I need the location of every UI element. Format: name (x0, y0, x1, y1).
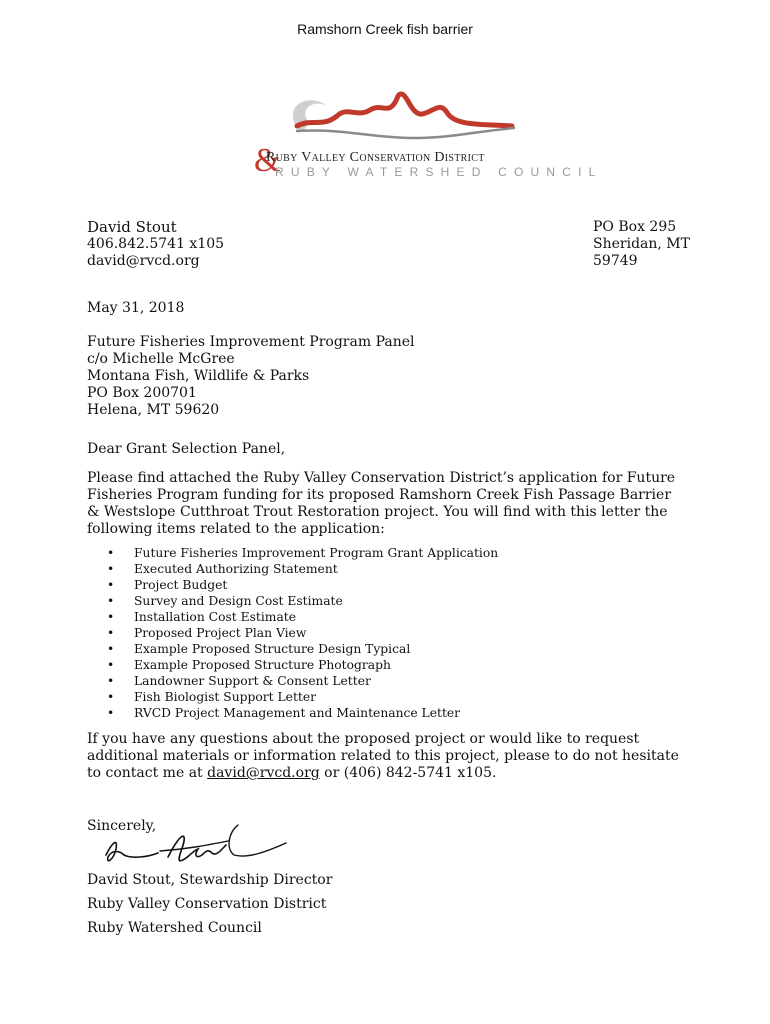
sincerely: Sincerely, (87, 818, 157, 834)
intro-paragraph: Please find attached the Ruby Valley Conservation District’s application for Future Fisheries Program funding for its proposed Ramshorn Creek Fish Passage Barrier & Westslope Cutthroat Trout Restoration project. You will find with this letter the following items related to the application: (87, 470, 676, 537)
address-line-3: 59749 (593, 253, 638, 269)
closing-paragraph (87, 731, 687, 782)
recipient-line-5: Helena, MT 59620 (87, 402, 220, 418)
address-line-2: Sheridan, MT (593, 236, 690, 252)
logo-council-name: RUBY WATERSHED COUNCIL (275, 165, 603, 179)
logo-mountain-ridge (297, 94, 512, 126)
list-item: • Landowner Support & Consent Letter (103, 673, 498, 689)
sender-block (87, 219, 224, 270)
recipient-line-2: c/o Michelle McGree (87, 351, 235, 367)
letter-date: May 31, 2018 (87, 300, 185, 316)
sender-phone: 406.842.5741 x105 (87, 236, 225, 252)
closing-text-before: If you have any questions about the proposed project or would like to request additional materials or information related to this project, please to do not hesitate to contact me at (87, 731, 679, 781)
closing-text-after: or (406) 842-5741 x105. (319, 765, 497, 781)
logo-org-name-text: Ruby Valley Conservation District (266, 150, 485, 165)
contact-email-link[interactable]: david@rvcd.org (207, 765, 320, 781)
list-item: • Proposed Project Plan View (103, 625, 498, 641)
recipient-line-1: Future Fisheries Improvement Program Panel (87, 334, 415, 350)
signer-name-title: David Stout, Stewardship Director (87, 872, 333, 888)
document-header-title: Ramshorn Creek fish barrier (297, 21, 473, 37)
list-item: • Project Budget (103, 577, 498, 593)
sender-name: David Stout (87, 218, 177, 236)
address-line-1: PO Box 295 (593, 219, 677, 235)
list-item: • Survey and Design Cost Estimate (103, 593, 498, 609)
list-item: • Example Proposed Structure Photograph (103, 657, 498, 673)
attachment-list (103, 545, 498, 721)
list-item: • Future Fisheries Improvement Program Grant Application (103, 545, 498, 561)
logo-river (297, 128, 514, 138)
recipient-line-4: PO Box 200701 (87, 385, 197, 401)
recipient-block (87, 334, 415, 419)
recipient-line-3: Montana Fish, Wildlife & Parks (87, 368, 310, 384)
logo-org-name (266, 150, 485, 166)
list-item: • Executed Authorizing Statement (103, 561, 498, 577)
greeting: Dear Grant Selection Panel, (87, 441, 286, 457)
logo-ampersand: & (254, 142, 281, 179)
list-item: • Installation Cost Estimate (103, 609, 498, 625)
return-address (593, 219, 690, 270)
list-item: • RVCD Project Management and Maintenance Letter (103, 705, 498, 721)
list-item: • Fish Biologist Support Letter (103, 689, 498, 705)
signer-org-2: Ruby Watershed Council (87, 920, 262, 936)
signer-org-1: Ruby Valley Conservation District (87, 896, 327, 912)
handwritten-signature (98, 815, 288, 875)
list-item: • Example Proposed Structure Design Typical (103, 641, 498, 657)
sender-email: david@rvcd.org (87, 253, 200, 269)
